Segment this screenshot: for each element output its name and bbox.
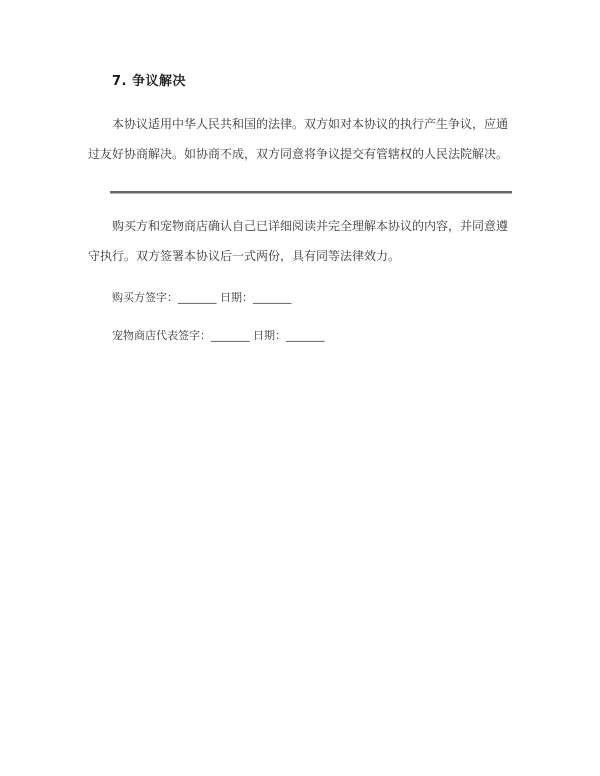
section-title: 7. 争议解决 xyxy=(112,74,187,89)
dispute-paragraph: 本协议适用中华人民共和国的法律。双方如对本协议的执行产生争议，应通过友好协商解决。如协商不成，双方同意将争议提交有管辖权的人民法院解决。 xyxy=(88,117,509,161)
buyer-signature-line xyxy=(112,289,292,305)
store-signature-blank: _______ xyxy=(211,329,250,342)
section-divider xyxy=(110,191,512,194)
store-date-label: 日期： xyxy=(249,329,286,342)
store-signature-label: 宠物商店代表签字： xyxy=(112,329,211,342)
confirmation-paragraph: 购买方和宠物商店确认自己已详细阅读并完全理解本协议的内容，并同意遵守执行。双方签署本协议后一式两份，具有同等法律效力。 xyxy=(88,219,509,263)
buyer-signature-blank: _______ xyxy=(178,291,217,304)
buyer-signature-label: 购买方签字： xyxy=(112,291,178,304)
buyer-date-blank: _______ xyxy=(253,291,292,304)
store-signature-line xyxy=(112,327,325,343)
store-date-blank: _______ xyxy=(286,329,325,342)
buyer-date-label: 日期： xyxy=(216,291,253,304)
